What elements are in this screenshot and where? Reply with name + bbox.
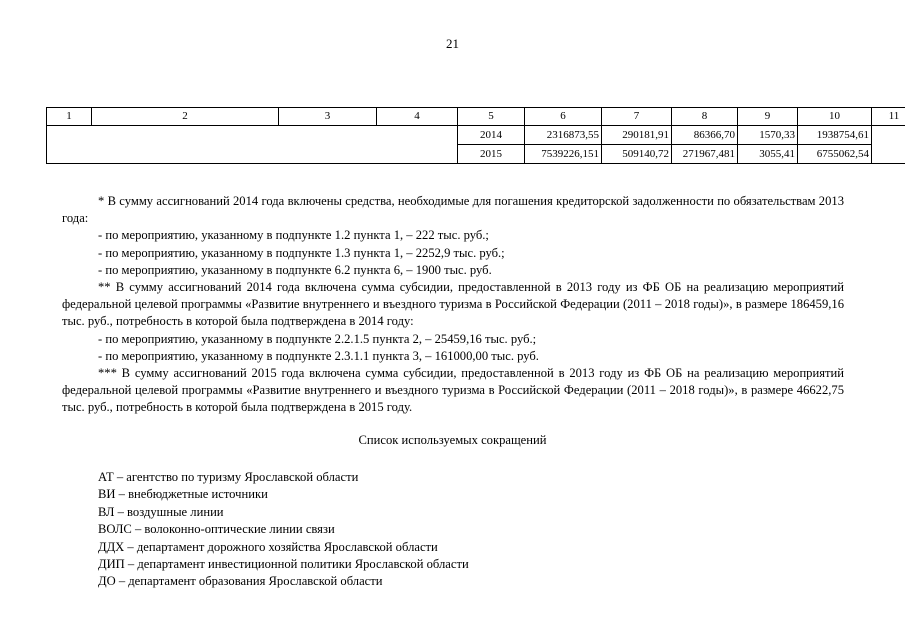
merged-empty-cell [47, 126, 458, 164]
table-row [47, 126, 905, 145]
value-cell: 1938754,61 [798, 126, 872, 145]
header-cell: 8 [672, 108, 738, 126]
footnote-list-item: - по мероприятию, указанному в подпункте 1.3 пункта 1, – 2252,9 тыс. руб.; [98, 245, 505, 260]
header-cell: 1 [47, 108, 92, 126]
footnote-list-item: - по мероприятию, указанному в подпункте 1.2 пункта 1, – 222 тыс. руб.; [98, 228, 489, 243]
footnote-list-item: - по мероприятию, указанному в подпункте 6.2 пункта 6, – 1900 тыс. руб. [98, 262, 492, 277]
table-header-row [47, 108, 905, 126]
value-cell: 6755062,54 [798, 145, 872, 164]
footnote-list-item: - по мероприятию, указанному в подпункте 2.2.1.5 пункта 2, – 25459,16 тыс. руб.; [98, 331, 537, 346]
value-cell: 509140,72 [602, 145, 672, 164]
header-cell: 3 [279, 108, 377, 126]
header-cell: 7 [602, 108, 672, 126]
header-cell: 2 [92, 108, 279, 126]
abbreviation-item: ДО – департамент образования Ярославской области [98, 574, 383, 589]
abbreviation-item: ДИП – департамент инвестиционной политики Ярославской области [98, 557, 469, 572]
header-cell: 11 [872, 108, 905, 126]
abbreviations-list [98, 469, 469, 591]
value-cell: 271967,481 [672, 145, 738, 164]
empty-cell [872, 126, 905, 164]
page-number: 21 [446, 36, 459, 51]
abbreviation-item: АТ – агентство по туризму Ярославской области [98, 470, 359, 484]
footnote-list-item: - по мероприятию, указанному в подпункте 2.3.1.1 пункта 3, – 161000,00 тыс. руб. [98, 348, 539, 363]
year-cell: 2015 [458, 145, 525, 164]
value-cell: 2316873,55 [525, 126, 602, 145]
value-cell: 1570,33 [738, 126, 798, 145]
budget-table [46, 107, 905, 164]
header-cell: 4 [377, 108, 458, 126]
abbreviation-item: ВИ – внебюджетные источники [98, 487, 268, 502]
header-cell: 5 [458, 108, 525, 126]
value-cell: 290181,91 [602, 126, 672, 145]
value-cell: 86366,70 [672, 126, 738, 145]
year-cell: 2014 [458, 126, 525, 145]
abbreviation-item: ВОЛС – волоконно-оптические линии связи [98, 522, 335, 537]
value-cell: 7539226,151 [525, 145, 602, 164]
header-cell: 6 [525, 108, 602, 126]
footnote-paragraph: * В сумму ассигнований 2014 года включены средства, необходимые для погашения кредиторской задолженности по обязательствам 2013 года: [62, 194, 844, 226]
abbreviation-item: ДДХ – департамент дорожного хозяйства Ярославской области [98, 539, 438, 554]
value-cell: 3055,41 [738, 145, 798, 164]
header-cell: 10 [798, 108, 872, 126]
footnote-paragraph: ** В сумму ассигнований 2014 года включена сумма субсидии, предоставленной в 2013 году из ФБ ОБ на реализацию мероприятий федеральной целевой программы «Развитие внутреннего и въездного туризма в Российской Федерации (2011 – 2018 годы)», в размере 186459,16 тыс. руб., потребность в которой была подтверждена в 2014 году: [62, 280, 844, 329]
abbreviations-heading: Список используемых сокращений [358, 433, 547, 447]
abbreviation-item: ВЛ – воздушные линии [98, 504, 224, 519]
footnote-paragraph: *** В сумму ассигнований 2015 года включена сумма субсидии, предоставленной в 2013 году из ФБ ОБ на реализацию мероприятий федеральной целевой программы «Развитие внутреннего и въездного туризма в Российской Федерации (2011 – 2018 годы)», в размере 46622,75 тыс. руб., потребность в которой была подтверждена в 2015 году. [62, 366, 844, 415]
footnotes [62, 193, 844, 417]
header-cell: 9 [738, 108, 798, 126]
